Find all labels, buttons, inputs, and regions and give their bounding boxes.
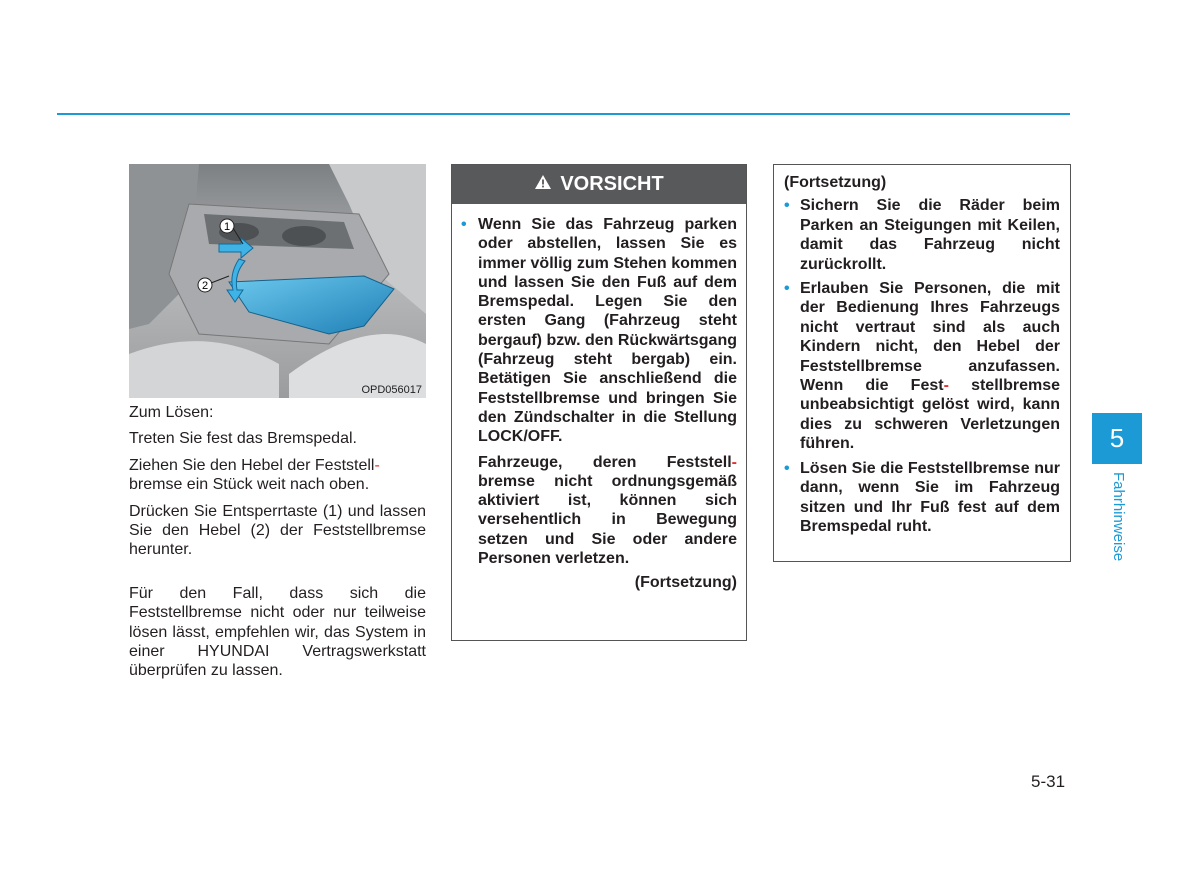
continuation-heading: (Fortsetzung): [784, 174, 887, 191]
parking-brake-illustration: [129, 164, 426, 398]
caution-body: [452, 204, 746, 593]
release-step-1: Treten Sie fest das Bremspedal.: [129, 430, 357, 448]
list-item: [461, 215, 737, 447]
release-heading: Zum Lösen:: [129, 404, 214, 421]
bullet-dot-icon: •: [784, 459, 790, 477]
continuation-bullet-2-part-a: Erlauben Sie Personen, die mit der Bedienung Ihres Fahrzeugs nicht vertraut sind als auch Kindern nicht, den Hebel der Feststellbremse anzufassen. Wenn die Fest: [800, 280, 1060, 395]
callout-1: 1: [223, 221, 231, 233]
continuation-bullet-2-part-b: stellbremse unbeabsichtigt gelöst wird, kann dies zu schweren Verletzungen führen.: [800, 377, 1060, 453]
hyphen: -: [731, 453, 737, 471]
release-step-2-part-b: bremse ein Stück weit nach oben.: [129, 476, 370, 494]
page-number: 5-31: [1031, 772, 1066, 791]
caution-header: [452, 165, 746, 204]
continuation-box: [773, 164, 1071, 562]
continuation-bullet-3: Lösen Sie die Feststellbremse nur dann, wenn Sie im Fahrzeug sitzen und Ihr Fuß fest auf dem Bremspedal ruht.: [800, 459, 1060, 535]
bullet-dot-icon: •: [784, 197, 790, 215]
continued-note: (Fortsetzung): [634, 574, 737, 592]
caution-title: VORSICHT: [560, 173, 664, 195]
callout-2: 2: [201, 280, 209, 292]
figure-code: OPD056017: [361, 384, 422, 396]
warning-triangle-icon: [534, 173, 552, 196]
chapter-name: Fahrhinweise: [1110, 472, 1127, 562]
list-item: [784, 279, 1060, 454]
list-item: [784, 196, 1060, 274]
release-step-3: Drücken Sie Entsperrtaste (1) und lassen Sie den Hebel (2) der Feststellbremse herunter.: [129, 502, 426, 559]
caution-paragraph-part-a: Fahrzeuge, deren Feststell: [478, 453, 732, 471]
caution-paragraph: [478, 453, 737, 569]
chapter-number-tab: 5: [1092, 413, 1142, 464]
continuation-bullet-2: [800, 279, 1060, 454]
continuation-bullet-1: Sichern Sie die Räder beim Parken an Steigungen mit Keilen, damit das Fahrzeug nicht zurückrollt.: [800, 197, 1060, 273]
left-column-text: [129, 403, 426, 688]
parking-brake-figure: [129, 164, 426, 398]
header-rule: [57, 113, 1070, 115]
caution-box: [451, 164, 747, 641]
release-step-2-part-a: Ziehen Sie den Hebel der Feststell: [129, 456, 375, 474]
workshop-note: Für den Fall, dass sich die Feststellbremse nicht oder nur teilweise lösen lässt, empfehlen wir, das System in einer HYUNDAI Vertragswerkstatt überprüfen zu lassen.: [129, 584, 426, 680]
bullet-dot-icon: •: [784, 280, 790, 298]
hyphen: -: [943, 377, 949, 395]
release-step-2: [129, 456, 426, 495]
list-item: [784, 459, 1060, 537]
caution-bullet-1: Wenn Sie das Fahrzeug parken oder abstellen, lassen Sie es immer völlig zum Stehen kommen und lassen Sie den Fuß auf dem Bremspedal. Legen Sie den ersten Gang (Fahrzeug steht bergauf) bzw. den Rückwärtsgang (Fahrzeug steht bergab) ein. Betätigen Sie anschließend die Feststellbremse und bringen Sie den Zündschalter in die Stellung LOCK/OFF.: [478, 216, 737, 446]
bullet-dot-icon: •: [461, 216, 467, 233]
hyphen: -: [374, 456, 380, 474]
caution-paragraph-part-b: bremse nicht ordnungsgemäß aktiviert ist, können sich versehentlich in Bewegung setzen und Sie oder andere Personen verletzen.: [478, 472, 737, 568]
